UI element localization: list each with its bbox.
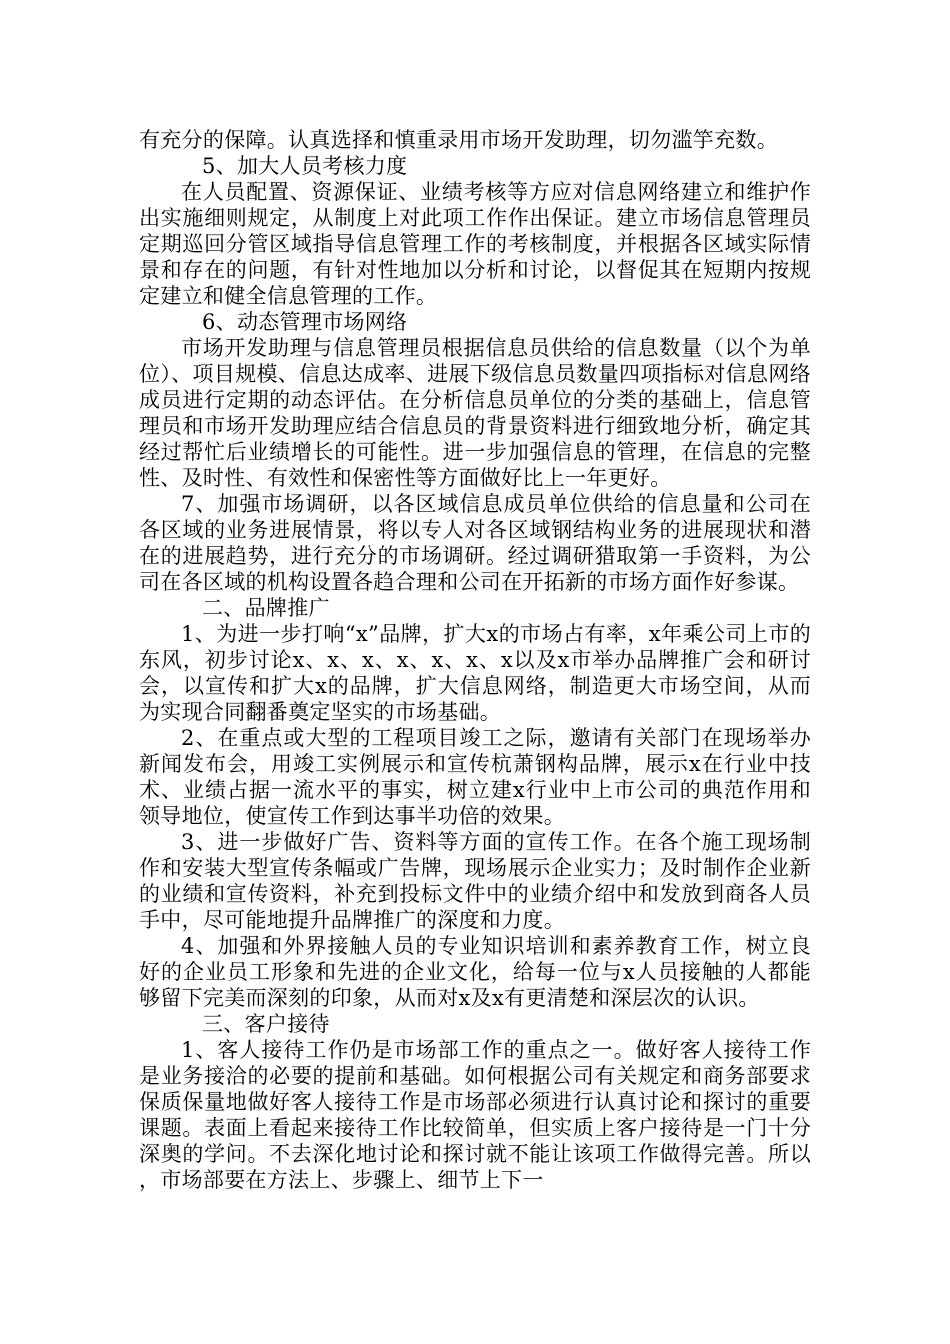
document-body [139, 127, 811, 1193]
section-heading-staff-assessment: 5、加大人员考核力度 [202, 154, 408, 178]
paragraph-market-research: 7、加强市场调研，以各区域信息成员单位供给的信息量和公司在各区域的业务进展情景，将以专人对各区域钢结构业务的进展现状和潜在的进展趋势，进行充分的市场调研。经过调研猎取第一手资料，为公司在各区域的机构设置各趋合理和公司在开拓新的市场方面作好参谋。 [139, 492, 811, 594]
paragraph-dynamic-network: 市场开发助理与信息管理员根据信息员供给的信息数量（以个为单位）、项目规模、信息达成率、进展下级信息员数量四项指标对信息网络成员进行定期的动态评估。在分析信息员单位的分类的基础上，信息管理员和市场开发助理应结合信息员的背景资料进行细致地分析，确定其经过帮忙后业绩增长的可能性。进一步加强信息的管理，在信息的完整性、及时性、有效性和保密性等方面做好比上一年更好。 [139, 336, 811, 490]
section-heading-brand-promotion: 二、品牌推广 [202, 596, 330, 620]
paragraph-continuation: 有充分的保障。认真选择和慎重录用市场开发助理，切勿滥竽充数。 [139, 128, 778, 152]
paragraph-brand-item-3: 3、进一步做好广告、资料等方面的宣传工作。在各个施工现场制作和安装大型宣传条幅或广告牌，现场展示企业实力；及时制作企业新的业绩和宣传资料，补充到投标文件中的业绩介绍中和发放到商各人员手中，尽可能地提升品牌推广的深度和力度。 [139, 830, 811, 932]
paragraph-brand-item-4: 4、加强和外界接触人员的专业知识培训和素养教育工作，树立良好的企业员工形象和先进的企业文化，给每一位与x人员接触的人都能够留下完美而深刻的印象，从而对x及x有更清楚和深层次的认识。 [139, 934, 811, 1010]
paragraph-brand-item-1: 1、为进一步打响“x”品牌，扩大x的市场占有率，x年乘公司上市的东风，初步讨论x、x、x、x、x、x、x以及x市举办品牌推广会和研讨会，以宣传和扩大x的品牌，扩大信息网络，制造更大市场空间，从而为实现合同翻番奠定坚实的市场基础。 [139, 622, 811, 724]
paragraph-staff-assessment: 在人员配置、资源保证、业绩考核等方应对信息网络建立和维护作出实施细则规定，从制度上对此项工作作出保证。建立市场信息管理员定期巡回分管区域指导信息管理工作的考核制度，并根据各区域实际情景和存在的问题，有针对性地加以分析和讨论，以督促其在短期内按规定建立和健全信息管理的工作。 [139, 180, 811, 308]
section-heading-customer-reception: 三、客户接待 [202, 1012, 330, 1036]
paragraph-reception-item-1: 1、客人接待工作仍是市场部工作的重点之一。做好客人接待工作是业务接洽的必要的提前和基础。如何根据公司有关规定和商务部要求保质保量地做好客人接待工作是市场部必须进行认真讨论和探讨的重要课题。表面上看起来接待工作比较简单，但实质上客户接待是一门十分深奥的学问。不去深化地讨论和探讨就不能让该项工作做得完善。所以，市场部要在方法上、步骤上、细节上下一 [139, 1038, 811, 1192]
section-heading-dynamic-network: 6、动态管理市场网络 [202, 310, 408, 334]
paragraph-brand-item-2: 2、在重点或大型的工程项目竣工之际，邀请有关部门在现场举办新闻发布会，用竣工实例展示和宣传杭萧钢构品牌，展示x在行业中技术、业绩占据一流水平的事实，树立建x行业中上市公司的典范作用和领导地位，使宣传工作到达事半功倍的效果。 [139, 726, 811, 828]
